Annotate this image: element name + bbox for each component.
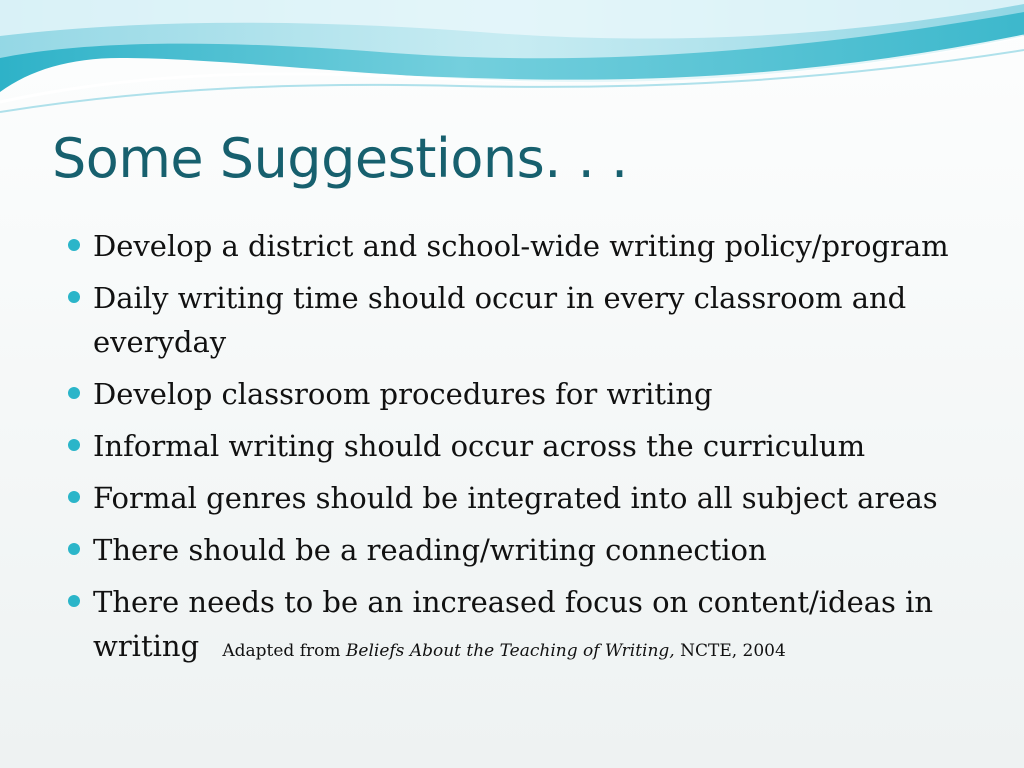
bullet-text: Formal genres should be integrated into all subject areas bbox=[93, 481, 938, 515]
bullet-dot-icon bbox=[68, 491, 80, 503]
bullet-text: There needs to be an increased focus on content/ideas in writing bbox=[93, 585, 934, 663]
list-item bbox=[66, 372, 996, 416]
bullet-list bbox=[66, 224, 996, 681]
bullet-text: There should be a reading/writing connection bbox=[93, 533, 767, 567]
bullet-text: Develop a district and school-wide writing policy/program bbox=[93, 229, 949, 263]
bullet-dot-icon bbox=[68, 239, 80, 251]
bullet-dot-icon bbox=[68, 543, 80, 555]
bullet-dot-icon bbox=[68, 439, 80, 451]
list-item bbox=[66, 528, 996, 572]
source-citation bbox=[222, 641, 785, 661]
source-prefix: Adapted from bbox=[222, 641, 341, 661]
list-item bbox=[66, 424, 996, 468]
slide-title: Some Suggestions. . . bbox=[52, 127, 628, 190]
bullet-dot-icon bbox=[68, 387, 80, 399]
source-suffix: NCTE, 2004 bbox=[680, 641, 786, 661]
list-item bbox=[66, 224, 996, 268]
bullet-text: Daily writing time should occur in every classroom and everyday bbox=[93, 281, 907, 359]
bullet-text: Develop classroom procedures for writing bbox=[93, 377, 713, 411]
bullet-dot-icon bbox=[68, 595, 80, 607]
source-work-title: Beliefs About the Teaching of Writing, bbox=[345, 641, 675, 661]
bullet-dot-icon bbox=[68, 291, 80, 303]
list-item bbox=[66, 276, 996, 364]
list-item bbox=[66, 476, 996, 520]
bullet-text: Informal writing should occur across the curriculum bbox=[93, 429, 866, 463]
header-wave-icon bbox=[0, 0, 1024, 120]
list-item bbox=[66, 580, 996, 673]
